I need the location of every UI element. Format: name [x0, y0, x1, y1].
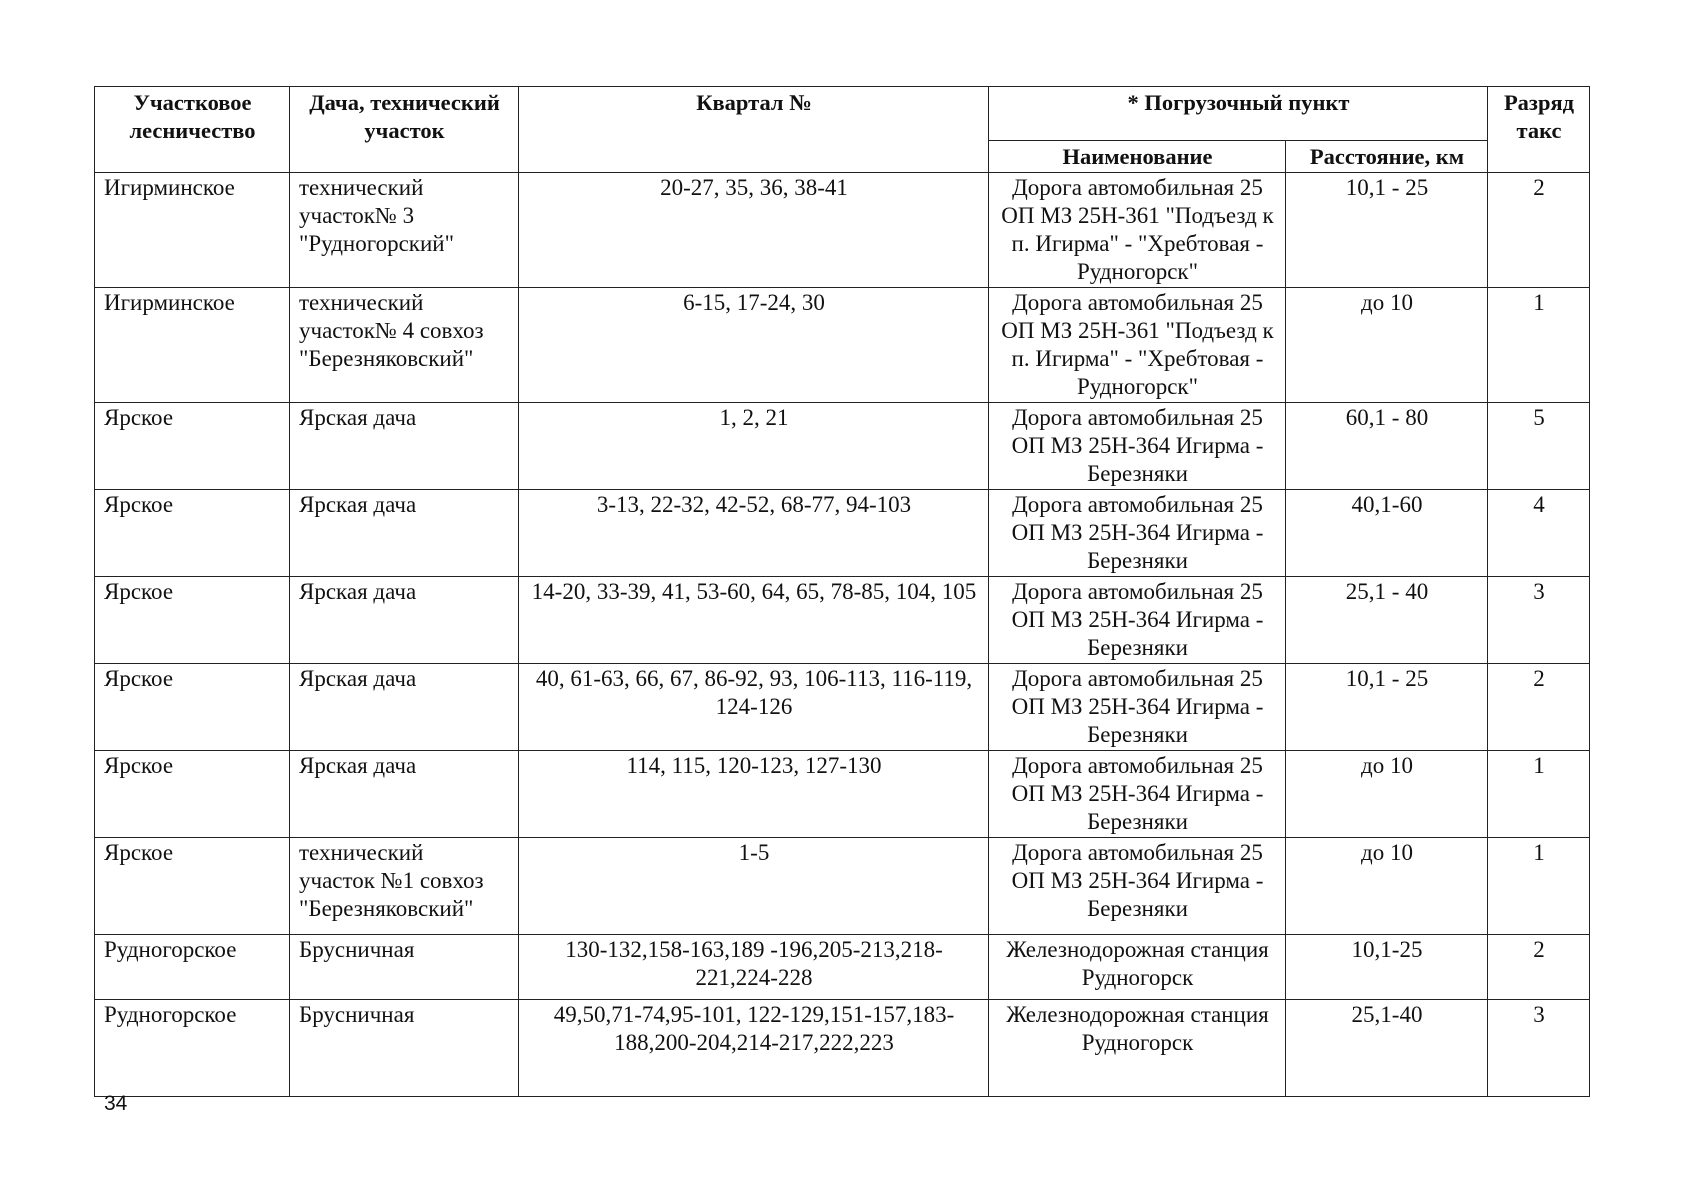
cell-district: Рудногорское [95, 1000, 290, 1097]
cell-rank: 2 [1488, 173, 1590, 288]
cell-dacha: Ярская дача [290, 490, 519, 577]
cell-district: Ярское [95, 490, 290, 577]
cell-kvartal: 1-5 [519, 838, 989, 935]
cell-distance: 60,1 - 80 [1286, 403, 1488, 490]
page-number: 34 [104, 1092, 128, 1115]
cell-district: Ярское [95, 403, 290, 490]
cell-kvartal: 1, 2, 21 [519, 403, 989, 490]
cell-rank: 5 [1488, 403, 1590, 490]
table-row [95, 490, 1590, 577]
header-distance: Расстояние, км [1286, 141, 1488, 173]
cell-loading-name: Железнодорожная станция Рудногорск [989, 935, 1286, 1000]
table-body [95, 173, 1590, 1097]
cell-loading-name: Дорога автомобильная 25 ОП МЗ 25Н-361 "Подъезд к п. Игирма" - "Хребтовая - Рудногорск" [989, 173, 1286, 288]
cell-district: Ярское [95, 751, 290, 838]
cell-distance: 25,1-40 [1286, 1000, 1488, 1097]
cell-district: Игирминское [95, 288, 290, 403]
cell-dacha: технический участок№ 3 "Рудногорский" [290, 173, 519, 288]
cell-rank: 1 [1488, 288, 1590, 403]
cell-district: Рудногорское [95, 935, 290, 1000]
cell-kvartal: 3-13, 22-32, 42-52, 68-77, 94-103 [519, 490, 989, 577]
header-name: Наименование [989, 141, 1286, 173]
cell-dacha: Ярская дача [290, 664, 519, 751]
cell-rank: 4 [1488, 490, 1590, 577]
cell-rank: 2 [1488, 935, 1590, 1000]
table-row [95, 288, 1590, 403]
cell-kvartal: 40, 61-63, 66, 67, 86-92, 93, 106-113, 116-119, 124-126 [519, 664, 989, 751]
cell-dacha: Ярская дача [290, 403, 519, 490]
cell-distance: 10,1 - 25 [1286, 664, 1488, 751]
cell-rank: 1 [1488, 838, 1590, 935]
cell-district: Ярское [95, 838, 290, 935]
cell-dacha: Брусничная [290, 1000, 519, 1097]
header-loading-point: * Погрузочный пункт [989, 87, 1488, 141]
cell-dacha: Ярская дача [290, 577, 519, 664]
cell-dacha: технический участок№ 4 совхоз "Березняковский" [290, 288, 519, 403]
header-district: Участковое лесничество [95, 87, 290, 173]
cell-dacha: Брусничная [290, 935, 519, 1000]
cell-distance: 10,1-25 [1286, 935, 1488, 1000]
cell-loading-name: Дорога автомобильная 25 ОП МЗ 25Н-361 "Подъезд к п. Игирма" - "Хребтовая - Рудногорск" [989, 288, 1286, 403]
cell-loading-name: Дорога автомобильная 25 ОП МЗ 25Н-364 Игирма - Березняки [989, 577, 1286, 664]
cell-rank: 2 [1488, 664, 1590, 751]
table-row [95, 403, 1590, 490]
cell-dacha: Ярская дача [290, 751, 519, 838]
cell-distance: до 10 [1286, 838, 1488, 935]
cell-district: Ярское [95, 664, 290, 751]
cell-kvartal: 114, 115, 120-123, 127-130 [519, 751, 989, 838]
cell-distance: 40,1-60 [1286, 490, 1488, 577]
table-row [95, 751, 1590, 838]
cell-loading-name: Дорога автомобильная 25 ОП МЗ 25Н-364 Игирма - Березняки [989, 664, 1286, 751]
cell-rank: 3 [1488, 577, 1590, 664]
cell-loading-name: Дорога автомобильная 25 ОП МЗ 25Н-364 Игирма - Березняки [989, 838, 1286, 935]
table-row [95, 935, 1590, 1000]
table-row [95, 838, 1590, 935]
cell-kvartal: 20-27, 35, 36, 38-41 [519, 173, 989, 288]
header-rank: Разряд такс [1488, 87, 1590, 173]
cell-rank: 1 [1488, 751, 1590, 838]
cell-loading-name: Дорога автомобильная 25 ОП МЗ 25Н-364 Игирма - Березняки [989, 751, 1286, 838]
cell-district: Ярское [95, 577, 290, 664]
table-row [95, 1000, 1590, 1097]
forest-tax-table [94, 86, 1590, 1097]
cell-distance: 25,1 - 40 [1286, 577, 1488, 664]
cell-district: Игирминское [95, 173, 290, 288]
cell-kvartal: 49,50,71-74,95-101, 122-129,151-157,183-188,200-204,214-217,222,223 [519, 1000, 989, 1097]
cell-kvartal: 14-20, 33-39, 41, 53-60, 64, 65, 78-85, 104, 105 [519, 577, 989, 664]
cell-dacha: технический участок №1 совхоз "Березняковский" [290, 838, 519, 935]
cell-distance: до 10 [1286, 288, 1488, 403]
table-row [95, 577, 1590, 664]
cell-kvartal: 6-15, 17-24, 30 [519, 288, 989, 403]
cell-rank: 3 [1488, 1000, 1590, 1097]
cell-distance: до 10 [1286, 751, 1488, 838]
cell-kvartal: 130-132,158-163,189 -196,205-213,218-221,224-228 [519, 935, 989, 1000]
cell-distance: 10,1 - 25 [1286, 173, 1488, 288]
cell-loading-name: Железнодорожная станция Рудногорск [989, 1000, 1286, 1097]
cell-loading-name: Дорога автомобильная 25 ОП МЗ 25Н-364 Игирма - Березняки [989, 490, 1286, 577]
header-kvartal: Квартал № [519, 87, 989, 173]
table-row [95, 173, 1590, 288]
header-dacha: Дача, технический участок [290, 87, 519, 173]
table-row [95, 664, 1590, 751]
cell-loading-name: Дорога автомобильная 25 ОП МЗ 25Н-364 Игирма - Березняки [989, 403, 1286, 490]
